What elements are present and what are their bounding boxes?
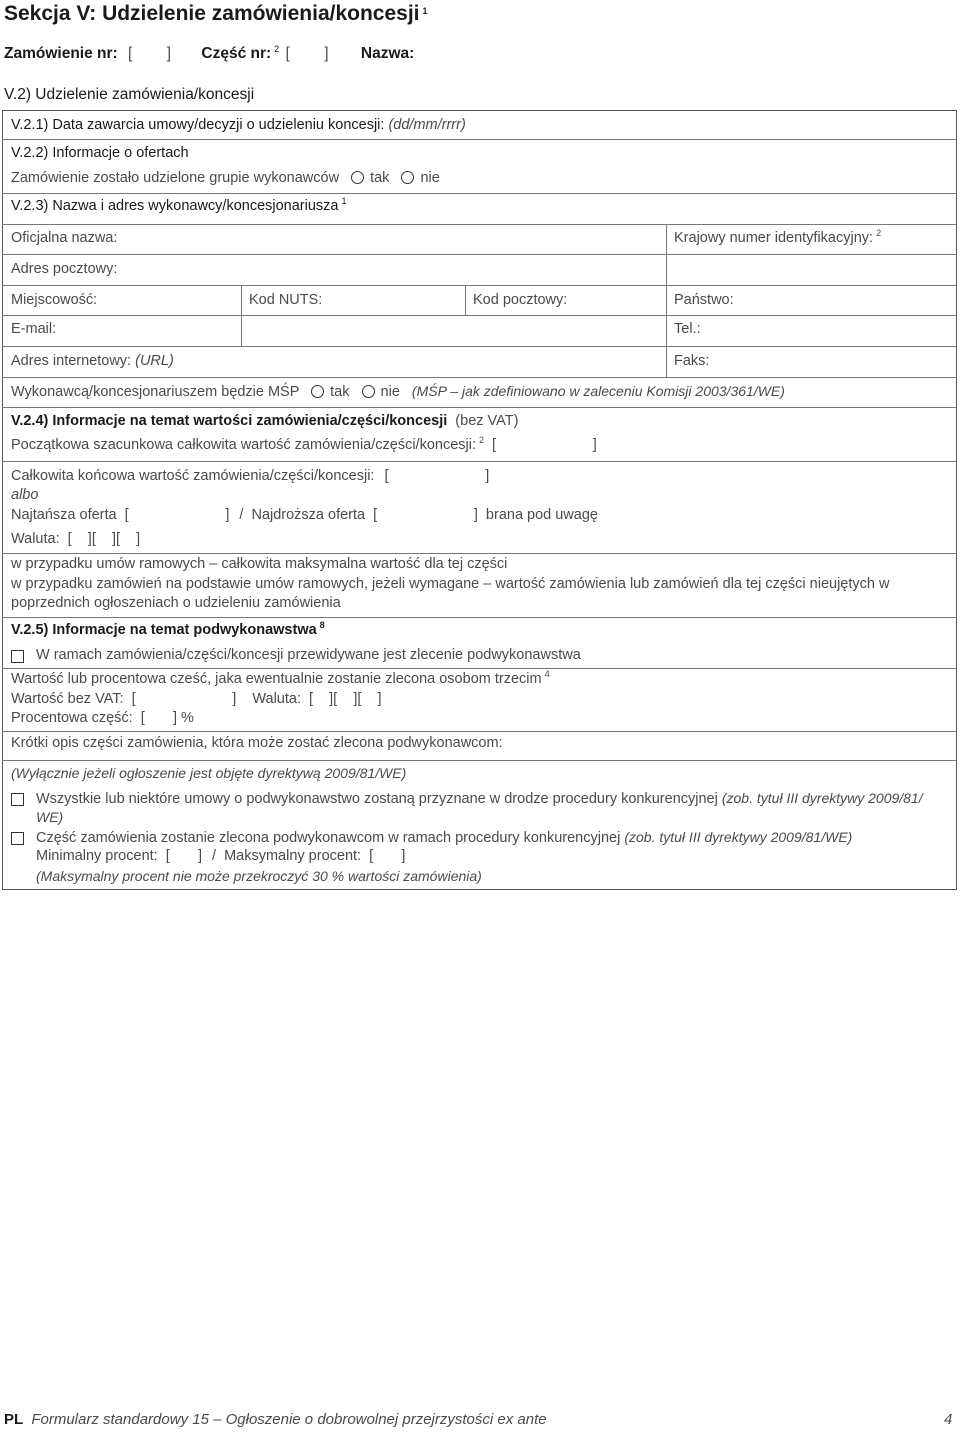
group-award-yes-radio[interactable] bbox=[351, 171, 364, 184]
footer bbox=[4, 1411, 547, 1428]
framework-orders-text-2: poprzednich ogłoszeniach o udzieleniu zamówienia bbox=[11, 595, 341, 611]
subcontract-value-row: Wartość bez VAT: [ ] Waluta: [ ][ ][ ] bbox=[11, 691, 382, 707]
group-award-no-radio[interactable] bbox=[401, 171, 414, 184]
v23-heading: V.2.3) Nazwa i adres wykonawcy/koncesjonariusza $^1$ bbox=[11, 196, 347, 214]
subcontract-value-field[interactable]: [ ] bbox=[131, 691, 237, 707]
framework-orders-text-1: w przypadku zamówień na podstawie umów ramowych, jeżeli wymagane – wartość zamówienia lub zamówień dla tej części nieujętych w bbox=[11, 576, 890, 592]
min-max-percent-row: Minimalny procent: [ ] / Maksymalny procent: [ ] bbox=[36, 848, 406, 864]
highest-offer-field[interactable]: [ ] bbox=[373, 507, 478, 523]
tel-field[interactable]: Tel.: bbox=[674, 321, 701, 337]
email-field[interactable]: E-mail: bbox=[11, 321, 57, 337]
competitive-all-label: Wszystkie lub niektóre umowy o podwykonawstwo zostaną przyznane w drodze procedury konkurencyjnej (zob. tytuł III dyrektywy 2009/81/ bbox=[36, 790, 923, 807]
short-description-field[interactable]: Krótki opis części zamówienia, która może zostać zlecona podwykonawcom: bbox=[11, 735, 503, 751]
title-footnote-ref: 1 bbox=[422, 6, 428, 16]
currency-field[interactable]: [ ][ ][ ] bbox=[67, 531, 141, 547]
percent-share-row: Procentowa część: [ ] % bbox=[11, 710, 194, 726]
footer-form-name: Formularz standardowy 15 – Ogłoszenie o dobrowolnej przejrzystości ex ante bbox=[31, 1411, 547, 1428]
value-or-share-text: Wartość lub procentowa cześć, jaka ewentualnie zostanie zlecona osobom trzecim $^4$ bbox=[11, 669, 550, 687]
range-row: Najtańsza oferta [ ] / Najdroższa oferta [ ] brana pod uwagę bbox=[11, 507, 598, 523]
country-field[interactable]: Państwo: bbox=[674, 292, 734, 308]
order-number-field[interactable]: [ ] bbox=[128, 45, 172, 62]
url-field[interactable]: Adres internetowy: (URL) bbox=[11, 353, 174, 369]
sme-row: Wykonawcą/koncesjonariuszem będzie MŚP tak nie (MŚP – jak zdefiniowano w zaleceniu Komisji 2003/361/WE) bbox=[11, 383, 785, 400]
or-label: albo bbox=[11, 487, 39, 503]
directive-note: (Wyłącznie jeżeli ogłoszenie jest objęte dyrektywą 2009/81/WE) bbox=[11, 765, 407, 781]
v2-heading: V.2) Udzielenie zamówienia/koncesji bbox=[4, 86, 255, 103]
official-name-field[interactable]: Oficjalna nazwa: bbox=[11, 230, 118, 246]
postal-code-field[interactable]: Kod pocztowy: bbox=[473, 292, 568, 308]
subcontract-currency-field[interactable]: [ ][ ][ ] bbox=[309, 691, 382, 707]
min-percent-field[interactable]: [ ] bbox=[165, 848, 202, 864]
competitive-procedure-part-checkbox[interactable] bbox=[11, 832, 24, 845]
v24-heading: V.2.4) Informacje na temat wartości zamówienia/części/koncesji (bez VAT) bbox=[11, 413, 519, 429]
postal-address-field[interactable]: Adres pocztowy: bbox=[11, 261, 118, 277]
sme-no-radio[interactable] bbox=[362, 385, 375, 398]
sme-yes-radio[interactable] bbox=[311, 385, 324, 398]
subcontract-checkbox[interactable] bbox=[11, 650, 24, 663]
footer-language: PL bbox=[4, 1411, 24, 1428]
national-id-field[interactable]: Krajowy numer identyfikacyjny: $^2$ bbox=[674, 228, 882, 246]
max-percent-note: (Maksymalny procent nie może przekroczyć 30 % wartości zamówienia) bbox=[36, 868, 482, 884]
framework-max-text: w przypadku umów ramowych – całkowita maksymalna wartość dla tej części bbox=[11, 556, 508, 572]
competitive-procedure-all-checkbox[interactable] bbox=[11, 793, 24, 806]
percent-share-field[interactable]: [ ] % bbox=[140, 710, 194, 726]
lowest-offer-field[interactable]: [ ] bbox=[124, 507, 230, 523]
initial-value-field[interactable]: [ ] bbox=[492, 437, 597, 453]
fax-field[interactable]: Faks: bbox=[674, 353, 710, 369]
total-value-field[interactable]: [ ] bbox=[384, 468, 490, 484]
competitive-all-ref: WE) bbox=[36, 809, 64, 825]
part-number-field[interactable]: [ ] bbox=[285, 45, 329, 62]
competitive-part-label: Część zamówienia zostanie zlecona podwykonawcom w ramach procedury konkurencyjnej (zob. tytuł III dyrektywy 2009/81/WE) bbox=[36, 829, 853, 846]
subcontract-option-label: W ramach zamówienia/części/koncesji przewidywane jest zlecenie podwykonawstwa bbox=[36, 647, 581, 663]
section-title: Sekcja V: Udzielenie zamówienia/koncesji $^1$ bbox=[4, 2, 428, 25]
total-value-row: Całkowita końcowa wartość zamówienia/części/koncesji: [ ] bbox=[11, 468, 490, 484]
order-header: Zamówienie nr: [ ] Część nr: $^2$ [ ] Nazwa: bbox=[4, 44, 415, 62]
v25-heading: V.2.5) Informacje na temat podwykonawstwa $^8$ bbox=[11, 620, 325, 638]
page-number: 4 bbox=[944, 1411, 953, 1428]
group-award-row: Zamówienie zostało udzielone grupie wykonawców tak nie bbox=[11, 170, 440, 186]
v21-row: V.2.1) Data zawarcia umowy/decyzji o udzieleniu koncesji: (dd/mm/rrrr) bbox=[11, 117, 466, 133]
initial-value-row: Początkowa szacunkowa całkowita wartość zamówienia/części/koncesji: $^2$ [ ] bbox=[11, 435, 597, 453]
v22-heading: V.2.2) Informacje o ofertach bbox=[11, 145, 189, 161]
max-percent-field[interactable]: [ ] bbox=[369, 848, 406, 864]
city-field[interactable]: Miejscowość: bbox=[11, 292, 98, 308]
currency-row: Waluta: [ ][ ][ ] bbox=[11, 531, 141, 547]
nuts-code-field[interactable]: Kod NUTS: bbox=[249, 292, 323, 308]
